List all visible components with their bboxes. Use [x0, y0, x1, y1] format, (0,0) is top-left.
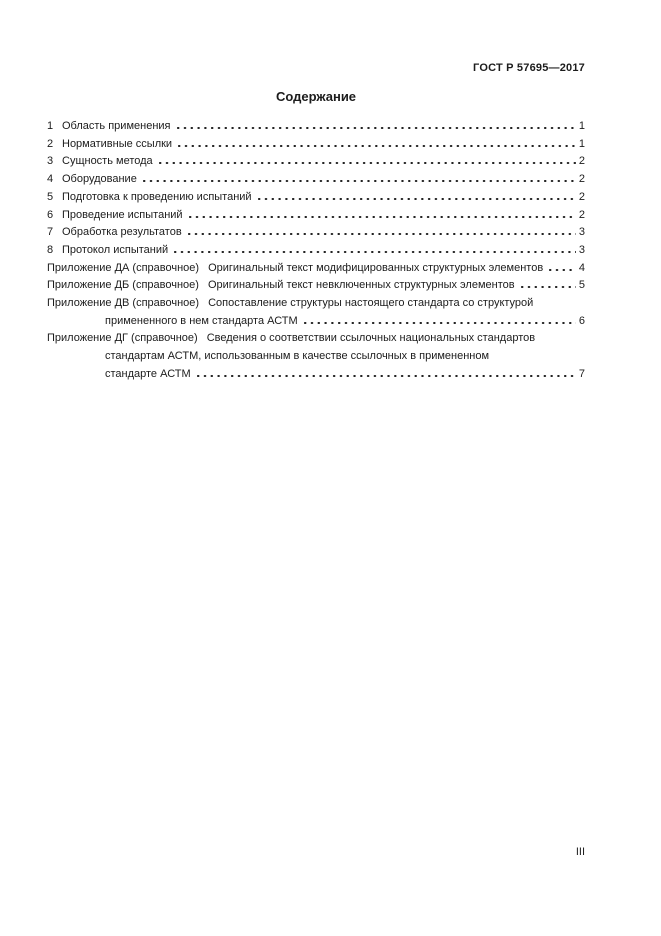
toc-entry-title: Протокол испытаний [62, 243, 169, 256]
dot-leader [174, 251, 576, 253]
appendix-title-line: стандартам АСТМ, использованным в качестве ссылочных в примененном [105, 350, 490, 363]
doc-code: ГОСТ Р 57695—2017 [473, 62, 585, 74]
dot-leader [143, 180, 576, 182]
toc-heading: Содержание [275, 89, 357, 104]
toc-entry-title: Нормативные ссылки [62, 137, 173, 150]
appendix-label: Приложение ДА (справочное) [47, 261, 200, 274]
dot-leader [258, 198, 576, 200]
toc-entry-page: 1 [578, 120, 585, 132]
toc-entry-page: 3 [578, 243, 585, 256]
toc-entry [47, 171, 585, 189]
dot-leader [549, 269, 576, 271]
toc-appendix-entry [47, 260, 585, 278]
toc-entry [47, 207, 585, 225]
toc-entry-page: 6 [578, 314, 585, 327]
dot-leader [177, 127, 576, 129]
toc-entry-title: Проведение испытаний [62, 208, 183, 221]
toc-entry [47, 153, 585, 171]
dot-leader [521, 286, 576, 288]
appendix-title-line: Сведения о соответствии ссылочных национальных стандартов [206, 332, 536, 345]
appendix-title-line: Оригинальный текст невключенных структурных элементов [207, 279, 515, 292]
toc-entry-number: 8 [47, 243, 54, 256]
toc-entry-number: 6 [47, 208, 54, 221]
toc-entry [47, 136, 585, 154]
toc-entry-number: 2 [47, 137, 54, 150]
toc-entry-page: 7 [578, 367, 585, 380]
toc-entry-number: 1 [47, 120, 54, 132]
toc-entry [47, 189, 585, 207]
toc-entry-number: 7 [47, 226, 54, 239]
toc-entry-page: 1 [578, 137, 585, 150]
toc-entry-page: 5 [578, 279, 585, 292]
toc-entry [47, 118, 585, 136]
appendix-label: Приложение ДБ (справочное) [47, 279, 199, 292]
appendix-title-line: Сопоставление структуры настоящего стандарта со структурой [208, 297, 534, 310]
toc-entry-page: 3 [578, 226, 585, 239]
toc-entry-page: 4 [578, 261, 585, 274]
toc-entry-number: 4 [47, 173, 54, 186]
dot-leader [189, 216, 576, 218]
appendix-label: Приложение ДГ (справочное) [47, 332, 198, 345]
toc-entry-number: 3 [47, 155, 54, 168]
dot-leader [178, 145, 576, 147]
appendix-title-line: примененного в нем стандарта АСТМ [105, 314, 298, 327]
toc-entry-page: 2 [578, 173, 585, 186]
toc-entry-title: Область применения [62, 120, 171, 132]
toc-entry-title: Подготовка к проведению испытаний [62, 190, 252, 203]
toc-entry [47, 224, 585, 242]
appendix-label: Приложение ДВ (справочное) [47, 297, 200, 310]
dot-leader [188, 233, 576, 235]
toc-appendix-entry [47, 295, 585, 330]
toc-entry-title: Оборудование [62, 173, 137, 186]
toc-appendix-entry [47, 330, 585, 383]
toc-entry-number: 5 [47, 190, 54, 203]
toc-entry-title: Обработка результатов [62, 226, 182, 239]
toc-entry-title: Сущность метода [62, 155, 153, 168]
toc-appendix-entry [47, 277, 585, 295]
toc-entry-page: 2 [578, 190, 585, 203]
dot-leader [304, 322, 576, 324]
appendix-title-line: стандарте АСТМ [105, 367, 191, 380]
page-number: III [575, 846, 585, 858]
toc-entry-page: 2 [578, 155, 585, 168]
dot-leader [159, 162, 576, 164]
table-of-contents [47, 118, 585, 384]
toc-entry-page: 2 [578, 208, 585, 221]
appendix-title-line: Оригинальный текст модифицированных структурных элементов [208, 261, 544, 274]
dot-leader [197, 375, 576, 377]
toc-entry [47, 242, 585, 260]
